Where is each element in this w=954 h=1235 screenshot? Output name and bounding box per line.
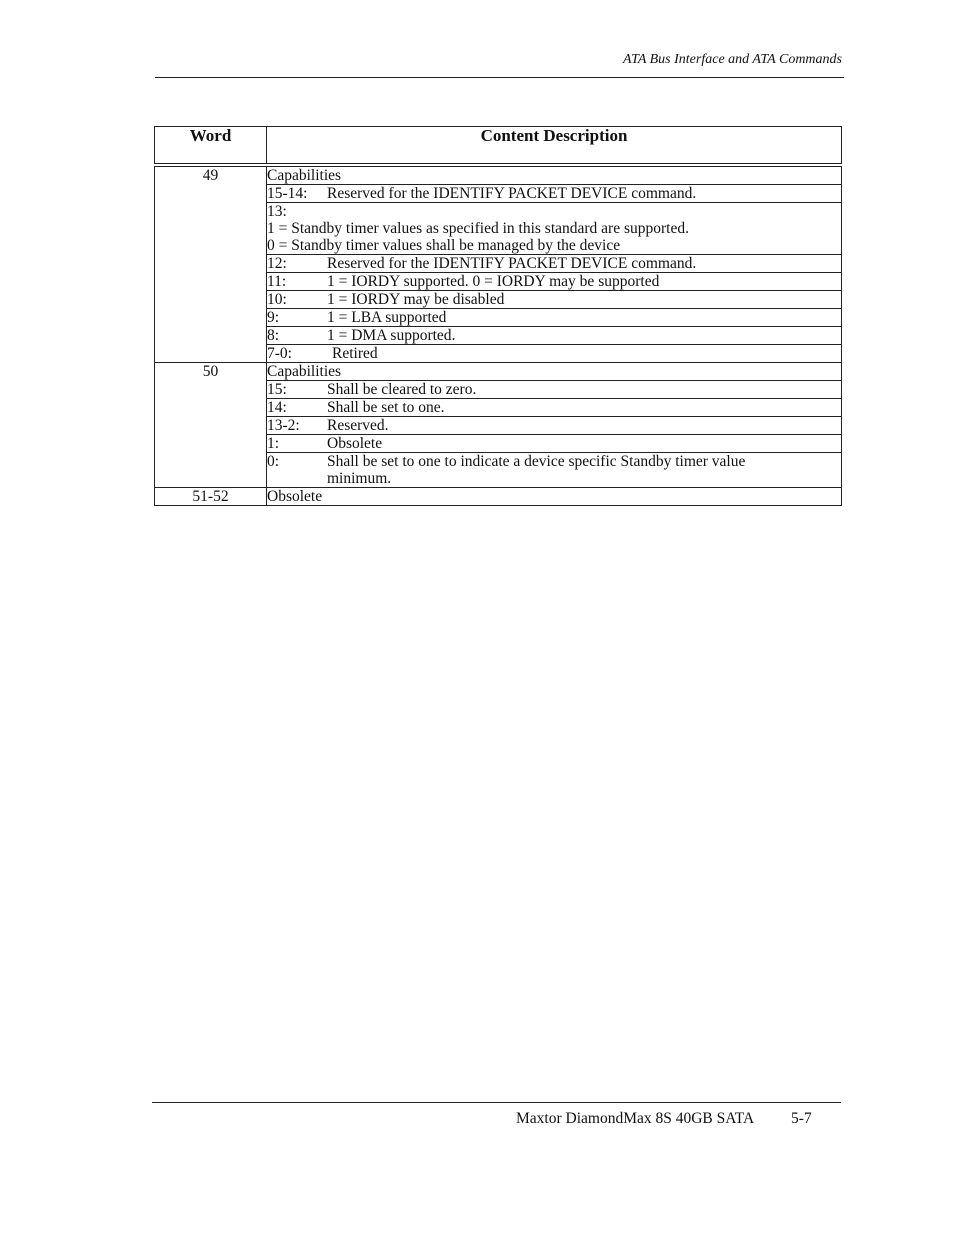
word-number-51-52: 51-52 [155,488,267,506]
bit-description-cell [267,185,842,203]
bit-label: 11: [267,273,287,290]
bit-text: Reserved for the IDENTIFY PACKET DEVICE command. [327,185,697,202]
bit-description-cell [267,255,842,273]
bit-label: 7-0: [267,345,292,362]
footer-rule [152,1102,841,1103]
bit-text: Shall be set to one to indicate a device specific Standby timer value [327,453,746,470]
bit-text: Shall be cleared to zero. [327,381,477,398]
bit-label: 13: [267,203,287,220]
bit-description-cell [267,273,842,291]
table-row [155,363,842,381]
description-cell [267,165,842,185]
running-header: ATA Bus Interface and ATA Commands [623,52,842,67]
page-number: 5-7 [791,1110,812,1127]
bit-label: 14: [267,399,287,416]
bit-description-cell [267,381,842,399]
description-text: Capabilities [267,167,342,184]
bit-label: 1: [267,435,280,452]
description-cell [267,488,842,506]
word-number-50: 50 [155,363,267,488]
bit-label: 15-14: [267,185,308,202]
description-text: Obsolete [267,488,323,505]
bit-label: 10: [267,291,287,308]
bit-text: Reserved for the IDENTIFY PACKET DEVICE command. [327,255,697,272]
description-cell [267,363,842,381]
bit-text: 1 = Standby timer values as specified in this standard are supported. [267,220,689,237]
bit-label: 15: [267,381,287,398]
bit-description-cell [267,399,842,417]
bit-description-cell [267,345,842,363]
bit-text: Retired [332,345,378,362]
bit-label: 13-2: [267,417,300,434]
bit-text: 1 = DMA supported. [327,327,456,344]
bit-description-cell [267,453,842,488]
header-rule [155,77,844,78]
bit-text-continuation: minimum. [327,470,392,487]
table-row [155,488,842,506]
bit-text: Shall be set to one. [327,399,445,416]
column-header-word: Word [155,127,267,166]
table-header-row [155,127,842,166]
bit-label: 0: [267,453,280,470]
bit-text: 1 = IORDY may be disabled [327,291,505,308]
bit-label: 9: [267,309,280,326]
bit-text: 1 = IORDY supported. 0 = IORDY may be supported [327,273,660,290]
bit-description-cell [267,291,842,309]
bit-description-cell [267,327,842,345]
description-text: Capabilities [267,363,342,380]
bit-text: Obsolete [327,435,383,452]
bit-text: Reserved. [327,417,389,434]
bit-description-cell [267,435,842,453]
identify-words-table [154,126,842,506]
bit-description-cell [267,309,842,327]
bit-description-cell [267,417,842,435]
word-number-49: 49 [155,165,267,363]
table-row [155,165,842,185]
bit-label: 12: [267,255,287,272]
bit-description-cell [267,203,842,255]
bit-text: 0 = Standby timer values shall be managed by the device [267,237,621,254]
bit-text: 1 = LBA supported [327,309,447,326]
column-header-description: Content Description [267,127,842,166]
footer-product-name: Maxtor DiamondMax 8S 40GB SATA [516,1110,755,1127]
bit-label: 8: [267,327,280,344]
